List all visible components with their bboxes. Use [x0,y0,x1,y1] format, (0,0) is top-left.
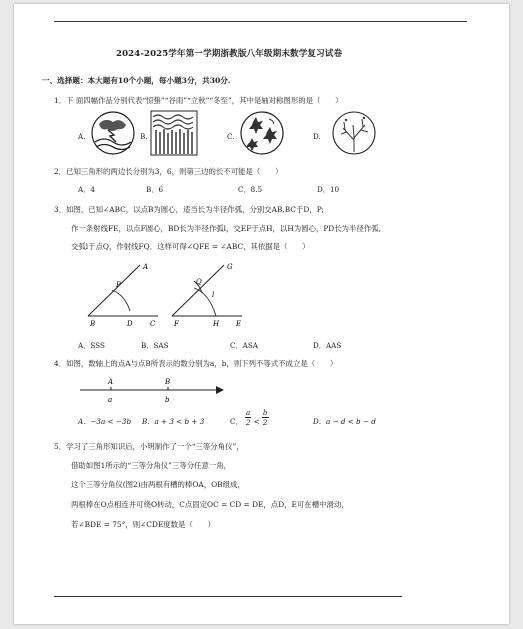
q3-option-c: C．ASA [230,341,258,350]
footer-rule [54,596,402,597]
q1-option-a-label: A. [78,132,86,141]
document-page [14,4,509,624]
q3-option-d: D．AAS [313,341,342,350]
q4-option-c [230,407,269,427]
q3-label-h: H [213,320,220,328]
q4-option-c-label: C． [230,417,243,426]
q1-option-c-label: C. [227,132,235,141]
q3-label-e: E [236,320,242,328]
question-3-line-3: 交弧l于点Q，作射线FQ．这样可得∠QFE = ∠ABC，其依据是（ ） [71,242,310,251]
q2-option-c: C．8.5 [238,185,263,194]
q3-label-q: Q [196,278,202,286]
q4-option-a: A．−3a < −3b [78,417,132,426]
q1-option-d-label: D. [313,132,321,141]
q3-label-p: P [116,281,121,289]
question-5-line-3: 这个三等分角仪(图2)由两根有槽的棒OA，OB组成， [71,480,245,489]
question-1-stem: 1．下 面四幅作品分别代表“惊蛰”“谷雨”“立秋”“冬至”，其中是轴对称图形的是（ ） [54,96,343,105]
q4-option-c-fraction-b: $\frac{b}{2}$ [262,407,268,427]
question-5-line-5: 若∠BDE = 75°，则∠CDE度数是（ ） [71,520,216,529]
question-5-line-1: 5．学习了三角形知识后，小明制作了一个“三等分角仪”， [54,442,244,451]
q4-point-b-label: B [165,378,171,386]
page-title: 2024-2025学年第一学期浙教版八年级期末数学复习试卷 [116,49,343,59]
q2-option-d: D．10 [317,185,340,194]
q4-point-a-label: A [108,378,114,386]
q3-label-f: F [174,320,179,328]
q4-option-b: B．a + 3 < b + 3 [142,417,205,426]
question-5-line-2: 借助如图1所示的“三等分角仪”三等分任意一角， [71,461,232,470]
question-3-line-1: 3．如图，已知∠ABC，以点B为圆心，适当长为半径作弧，分别交AB,BC于D，P; [54,205,324,214]
question-5-line-4: 两根棒在O点相连并可绕O转动，C点固定OC = CD = DE，点D，E可在槽中滑动， [71,500,349,509]
q4-option-d: D．a − d < b − d [313,417,376,426]
question-3-line-2: 作一条射线FE，以点F圆心，BD长为半径作弧l，交EF于点H，以H为圆心，PD长为半径作弧, [71,224,381,233]
q4-option-c-fraction-a: $\frac{a}{2}$ [245,407,251,427]
q1-option-b-label: B. [140,132,148,141]
q3-label-b: B [90,320,96,328]
q3-option-a: A．SSS [78,341,105,350]
q1-option-a-image [90,110,136,160]
q3-label-g: G [227,263,233,271]
q2-option-a: A．4 [78,185,95,194]
q1-option-d-image [331,110,377,160]
q1-option-b-image [150,110,198,160]
header-rule [54,21,467,22]
q4-value-a-label: a [108,396,113,404]
section-heading: 一、选择题：本大题有10个小题，每小题3分，共30分. [42,76,231,85]
q1-option-c-image [239,110,285,160]
question-2-stem: 2．已知三角形的两边长分别为3，6，则第三边的长不可能是（ ） [54,167,283,176]
question-4-stem: 4．如图，数轴上的点A与点B所表示的数分别为a，b，则下列不等式不成立是（ ） [54,359,338,368]
q4-option-c-less-than: < [253,417,260,426]
q3-label-l: l [212,291,215,299]
q3-option-b: B．SAS [141,341,169,350]
q3-label-d: D [127,320,133,328]
q3-label-c: C [150,320,156,328]
q4-number-line [76,374,226,414]
q3-angle-figure [76,259,256,333]
q2-option-b: B．6 [146,185,164,194]
q3-label-a: A [143,263,149,271]
q4-value-b-label: b [165,396,170,404]
